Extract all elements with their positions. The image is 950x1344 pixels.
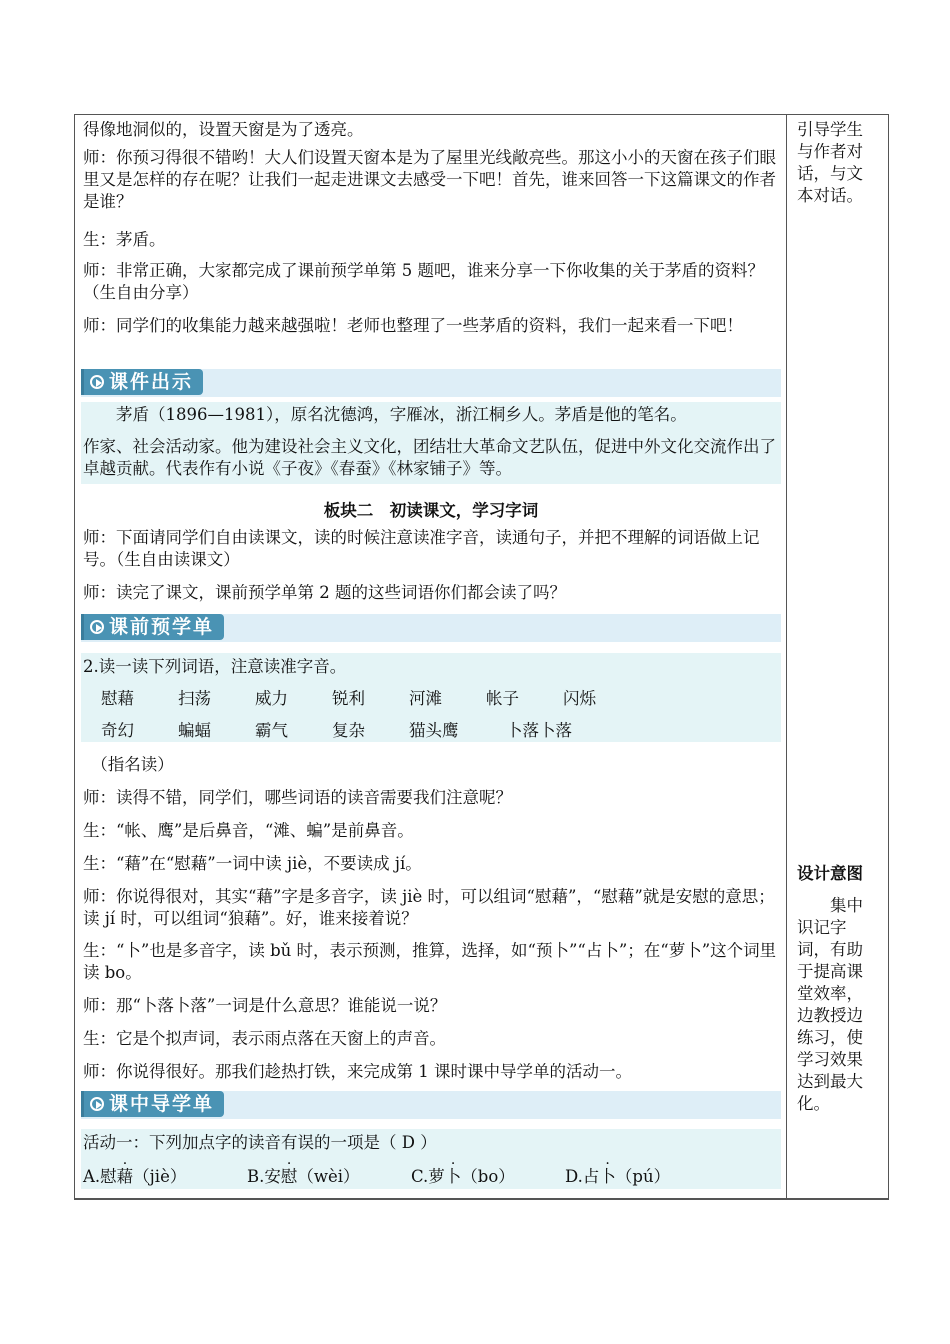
courseware-text: 作家、社会活动家。他为建设社会主义文化，团结壮大革命文艺队伍，促进中外文化交流作出了卓越贡献。代表作有小说《子夜》《春蚕》《林家铺子》等。: [83, 437, 776, 478]
side-note: 引导学生与作者对话，与文本对话。: [797, 120, 863, 205]
inclass-badge: [81, 1091, 224, 1117]
badge-label: 课中导学单: [109, 1093, 215, 1115]
option-a: A.慰藉（jiè）: [83, 1167, 187, 1186]
activity-box: [81, 1129, 781, 1189]
paragraph: 师：同学们的收集能力越来越强啦！老师也整理了一些茅盾的资料，我们一起来看一下吧！: [83, 316, 743, 335]
design-intent-text: 集中识记字词，有助于提高课堂效率，边教授边练习，使学习效果达到最大化。: [797, 896, 863, 1113]
prestudy-question: 2.读一读下列词语，注意读准字音。: [83, 657, 347, 676]
courseware-badge: [81, 369, 203, 395]
paragraph: 生：“帐、鹰”是后鼻音，“滩、蝙”是前鼻音。: [83, 821, 414, 840]
paragraph: 生：“藉”在“慰藉”一词中读 jiè，不要读成 jí。: [83, 854, 422, 873]
paragraph: 师：非常正确，大家都完成了课前预学单第 5 题吧，谁来分享一下你收集的关于茅盾的资料？（生自由分享）: [83, 261, 764, 302]
paragraph: 师：读得不错，同学们，哪些词语的读音需要我们注意呢？: [83, 788, 512, 807]
inclass-banner: [81, 1091, 781, 1119]
word: 蝙蝠: [178, 721, 211, 740]
courseware-box: [81, 402, 781, 484]
section-heading: 板块二 初读课文，学习字词: [323, 501, 539, 520]
word: 锐利: [332, 689, 365, 708]
word: 猫头鹰: [409, 721, 459, 740]
paragraph: 师：你说得很对，其实“藉”字是多音字，读 jiè 时，可以组词“慰藉”，“慰藉”就是安慰的意思；读 jí 时，可以组词“狼藉”。好，谁来接着说？: [83, 887, 775, 928]
option-b: B.安慰（wèi）: [247, 1167, 360, 1186]
paragraph: 师：那“卜落卜落”一词是什么意思？谁能说一说？: [83, 996, 447, 1015]
paragraph: 师：你预习得很不错哟！大人们设置天窗本是为了屋里光线敞亮些。那这小小的天窗在孩子们眼里又是怎样的存在呢？让我们一起走进课文去感受一下吧！首先，谁来回答一下这篇课文的作者是谁？: [83, 148, 776, 211]
word: 卜落卜落: [506, 721, 572, 740]
option-c: C.萝卜（bo）: [411, 1167, 515, 1186]
play-circle-icon: [90, 375, 104, 389]
main-column: [75, 115, 787, 1198]
word: 奇幻: [101, 721, 134, 740]
word: 霸气: [255, 721, 288, 740]
prestudy-banner: [81, 614, 781, 642]
word: 帐子: [486, 689, 519, 708]
badge-label: 课前预学单: [109, 616, 215, 638]
prestudy-box: [81, 653, 781, 742]
badge-label: 课件出示: [109, 371, 194, 393]
play-circle-icon: [90, 1097, 104, 1111]
paragraph: 师：下面请同学们自由读课文，读的时候注意读准字音，读通句子，并把不理解的词语做上记号。（生自由读课文）: [83, 528, 760, 569]
courseware-text: 茅盾（1896—1981），原名沈德鸿，字雁冰，浙江桐乡人。茅盾是他的笔名。: [83, 405, 687, 424]
paragraph: 得像地洞似的，设置天窗是为了透亮。: [83, 120, 364, 139]
option-d: D.占卜（pú）: [565, 1167, 671, 1186]
lesson-plan-table: [74, 114, 889, 1200]
courseware-banner: [81, 369, 781, 397]
word: 复杂: [332, 721, 365, 740]
word: 威力: [255, 689, 288, 708]
word: 河滩: [409, 689, 442, 708]
activity-question: 活动一：下列加点字的读音有误的一项是（ D ）: [83, 1133, 437, 1152]
design-intent-title: 设计意图: [797, 864, 863, 883]
side-column: [787, 115, 888, 1198]
word: 扫荡: [178, 689, 211, 708]
prestudy-badge: [81, 614, 224, 640]
paragraph: 生：茅盾。: [83, 230, 166, 249]
paragraph: （指名读）: [83, 755, 174, 774]
paragraph: 师：你说得很好。那我们趁热打铁，来完成第 1 课时课中导学单的活动一。: [83, 1062, 632, 1081]
paragraph: 生：“卜”也是多音字，读 bǔ 时，表示预测，推算，选择，如“预卜”“占卜”；在“萝卜”这个词里读 bo。: [83, 941, 777, 982]
paragraph: 师：读完了课文，课前预学单第 2 题的这些词语你们都会读了吗？: [83, 583, 566, 602]
play-circle-icon: [90, 620, 104, 634]
word: 慰藉: [101, 689, 134, 708]
word: 闪烁: [563, 689, 596, 708]
paragraph: 生：它是个拟声词，表示雨点落在天窗上的声音。: [83, 1029, 446, 1048]
